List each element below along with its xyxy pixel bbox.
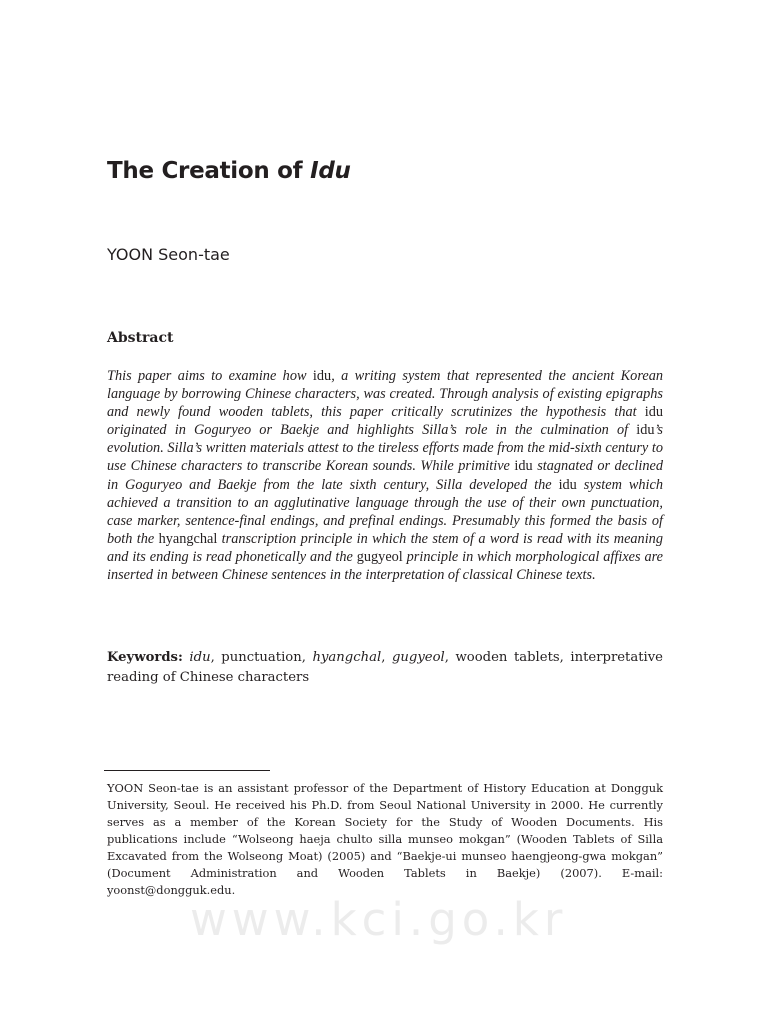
footnote-divider (104, 770, 270, 771)
title-main: The Creation of (107, 158, 311, 184)
abstract-text: ’s evolution. Silla’s written materials attest to the tireless efforts made from the mid-sixth century to use Chinese characters to transcribe Korean sounds. While primitive (107, 422, 663, 475)
keywords-sep-1: , punctuation, (210, 650, 313, 665)
abstract-term: hyangchal (158, 530, 218, 547)
abstract-text: , a writing system that represented the ancient Korean language by borrowing Chinese characters, was created. Through analysis of existing epigraphs and newly found wooden tablets, this paper critically scrutinizes the hypothesis that (107, 368, 664, 421)
keywords-sep-2: , (381, 650, 392, 665)
keywords-rest: , wooden tablets, interpretative reading of Chinese characters (107, 650, 663, 685)
abstract-term: idu (514, 458, 533, 475)
abstract-term: idu (312, 368, 332, 384)
keyword-gugyeol: gugyeol (391, 650, 445, 665)
abstract-term: idu (644, 404, 663, 421)
keyword-hyangchal: hyangchal (312, 650, 382, 665)
abstract-text: stagnated or declined in Goguryeo and Baekje from the late sixth century, Silla developed the (107, 458, 663, 493)
abstract-text: principle in which morphological affixes are inserted in between Chinese sentences in the interpretation of classical Chinese texts. (107, 548, 663, 584)
abstract-term: idu (636, 422, 655, 439)
abstract-text: transcription principle in which the stem of a word is read with its meaning and its ending is read phonetically and the (107, 530, 663, 565)
abstract-text: originated in Goguryeo or Baekje and highlights Silla’s role in the culmination of (107, 422, 637, 439)
watermark: www.kci.go.kr (190, 893, 568, 946)
abstract-body (107, 367, 663, 584)
title-italic: Idu (310, 158, 351, 184)
keywords-label: Keywords: (107, 650, 183, 665)
abstract-text: This paper aims to examine how (107, 368, 313, 384)
abstract-heading: Abstract (107, 330, 174, 346)
keywords (107, 648, 663, 687)
abstract-text: system which achieved a transition to an agglutinative language through the use of their own punctuation, case marker, sentence-final endings, and prefinal endings. Presumably this formed the basis of both the (107, 476, 663, 547)
author-footnote: YOON Seon-tae is an assistant professor of the Department of History Education at Dongguk University, Seoul. He received his Ph.D. from Seoul National University in 2000. He currently serves as a member of the Korean Society for the Study of Wooden Documents. His publications include “Wolseong haeja chulto silla munseo mokgan” (Wooden Tablets of Silla Excavated from the Wolseong Moat) (2005) and “Baekje-ui munseo haengjeong-gwa mokgan” (Document Administration and Wooden Tablets in Baekje) (2007). E-mail: yoonst@dongguk.edu. (107, 781, 663, 897)
keyword-idu: idu (189, 650, 211, 665)
abstract-term: idu (558, 476, 577, 493)
paper-title (107, 158, 351, 184)
author-name: YOON Seon-tae (107, 245, 230, 264)
abstract-term: gugyeol (356, 548, 403, 565)
